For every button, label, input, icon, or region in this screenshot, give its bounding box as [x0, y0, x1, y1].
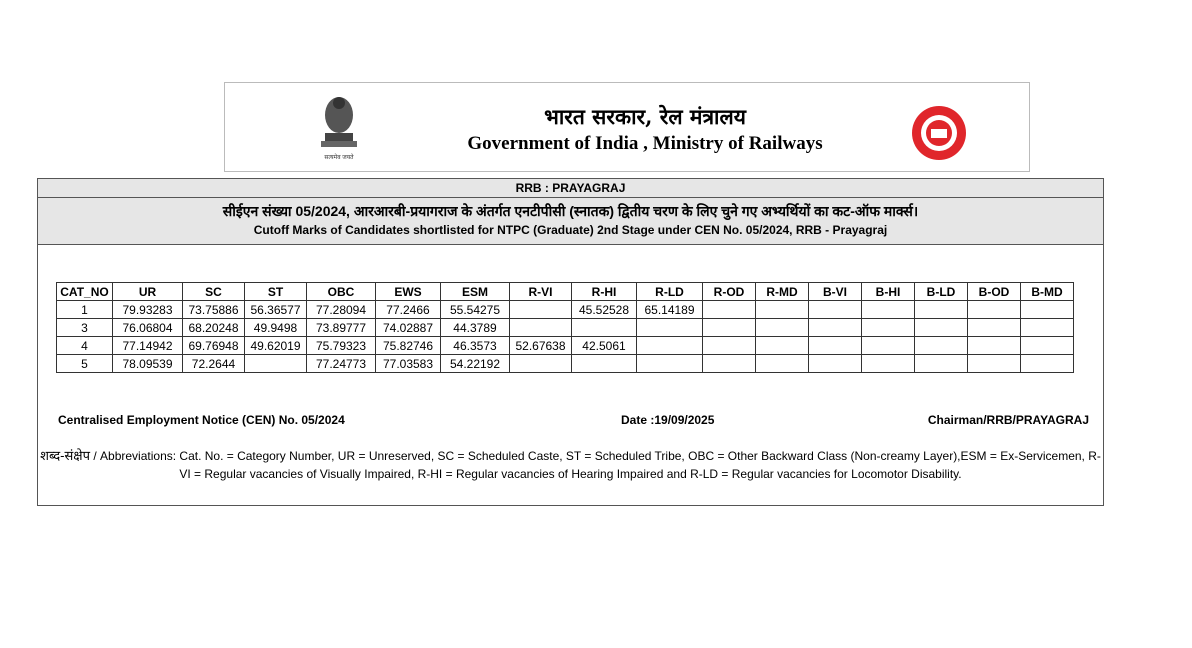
table-cell: 55.54275: [441, 301, 510, 319]
table-cell: [510, 319, 572, 337]
table-cell: [968, 319, 1021, 337]
table-cell: [1021, 301, 1074, 319]
table-cell: 45.52528: [572, 301, 637, 319]
table-cell: [756, 319, 809, 337]
column-header: R-HI: [572, 283, 637, 301]
table-cell: 78.09539: [113, 355, 183, 373]
table-cell: [915, 319, 968, 337]
abbreviations: [38, 447, 1103, 483]
table-cell: [809, 301, 862, 319]
column-header: B-LD: [915, 283, 968, 301]
column-header: R-LD: [637, 283, 703, 301]
table-cell: [915, 301, 968, 319]
column-header: ST: [245, 283, 307, 301]
column-header: UR: [113, 283, 183, 301]
table-cell: 76.06804: [113, 319, 183, 337]
table-cell: 77.28094: [307, 301, 376, 319]
table-cell: [968, 301, 1021, 319]
table-cell: [572, 355, 637, 373]
column-header: EWS: [376, 283, 441, 301]
table-header-row: [57, 283, 1074, 301]
table-cell: [703, 301, 756, 319]
column-header: B-HI: [862, 283, 915, 301]
table-cell: [862, 301, 915, 319]
table-cell: [510, 301, 572, 319]
svg-text:सत्यमेव जयते: सत्यमेव जयते: [324, 155, 354, 161]
table-cell: 77.2466: [376, 301, 441, 319]
table-cell: [968, 355, 1021, 373]
table-cell: [703, 355, 756, 373]
table-cell: 79.93283: [113, 301, 183, 319]
subtitle-english: Cutoff Marks of Candidates shortlisted for NTPC (Graduate) 2nd Stage under CEN No. 05/2024, RRB - Prayagraj: [253, 223, 888, 237]
table-cell: [637, 337, 703, 355]
cen-number: Centralised Employment Notice (CEN) No. 05/2024: [58, 413, 345, 427]
column-header: SC: [183, 283, 245, 301]
table-cell: 42.5061: [572, 337, 637, 355]
column-header: OBC: [307, 283, 376, 301]
indian-railways-logo-icon: [911, 105, 967, 161]
table-cell: 4: [57, 337, 113, 355]
table-cell: [862, 355, 915, 373]
table-cell: [756, 355, 809, 373]
table-cell: [510, 355, 572, 373]
table-cell: [809, 337, 862, 355]
title-english: Government of India , Ministry of Railways: [467, 133, 823, 154]
table-row: [57, 301, 1074, 319]
table-cell: 68.20248: [183, 319, 245, 337]
column-header: R-VI: [510, 283, 572, 301]
table-cell: 56.36577: [245, 301, 307, 319]
table-cell: [915, 337, 968, 355]
table-row: [57, 337, 1074, 355]
table-cell: 73.89777: [307, 319, 376, 337]
table-cell: [637, 319, 703, 337]
table-cell: 44.3789: [441, 319, 510, 337]
table-cell: [245, 355, 307, 373]
table-cell: 5: [57, 355, 113, 373]
letterhead: [224, 82, 1030, 172]
table-row: [57, 355, 1074, 373]
table-cell: [756, 337, 809, 355]
table-cell: 46.3573: [441, 337, 510, 355]
table-cell: [703, 319, 756, 337]
table-cell: [703, 337, 756, 355]
board-name: RRB : PRAYAGRAJ: [38, 179, 1103, 198]
table-cell: 69.76948: [183, 337, 245, 355]
cutoff-table: [56, 282, 1074, 373]
table-cell: [862, 319, 915, 337]
column-header: CAT_NO: [57, 283, 113, 301]
table-cell: 73.75886: [183, 301, 245, 319]
table-cell: [1021, 337, 1074, 355]
table-cell: 77.14942: [113, 337, 183, 355]
abbreviations-label: शब्द-संक्षेप: [40, 448, 91, 463]
table-cell: 52.67638: [510, 337, 572, 355]
table-cell: [968, 337, 1021, 355]
table-cell: 72.2644: [183, 355, 245, 373]
table-cell: [637, 355, 703, 373]
table-cell: [572, 319, 637, 337]
table-cell: [862, 337, 915, 355]
table-cell: 75.82746: [376, 337, 441, 355]
table-cell: 77.24773: [307, 355, 376, 373]
table-cell: 49.62019: [245, 337, 307, 355]
column-header: B-OD: [968, 283, 1021, 301]
table-cell: 49.9498: [245, 319, 307, 337]
table-cell: [1021, 319, 1074, 337]
column-header: ESM: [441, 283, 510, 301]
table-cell: 3: [57, 319, 113, 337]
table-cell: [915, 355, 968, 373]
abbreviations-text: / Abbreviations: Cat. No. = Category Number, UR = Unreserved, SC = Scheduled Caste, ST = Scheduled Tribe, OBC = Other Backward Class (Non-creamy Layer),ESM = Ex-Servicemen, R-VI = Regular vacancies of Visually Impaired, R-HI = Regular vacancies of Hearing Impaired and R-LD = Regular vacancies for Locomotor Disability.: [93, 449, 1101, 481]
notice-date: Date :19/09/2025: [621, 413, 715, 427]
table-cell: 1: [57, 301, 113, 319]
table-cell: 77.03583: [376, 355, 441, 373]
table-cell: 54.22192: [441, 355, 510, 373]
signatory: Chairman/RRB/PRAYAGRAJ: [927, 413, 1089, 427]
table-cell: [1021, 355, 1074, 373]
column-header: R-OD: [703, 283, 756, 301]
cutoff-notice: [37, 178, 1104, 506]
table-cell: 75.79323: [307, 337, 376, 355]
column-header: B-MD: [1021, 283, 1074, 301]
table-row: [57, 319, 1074, 337]
column-header: R-MD: [756, 283, 809, 301]
table-cell: [809, 355, 862, 373]
table-cell: [809, 319, 862, 337]
national-emblem-icon: [317, 93, 361, 163]
subtitle-hindi: सीईएन संख्या 05/2024, आरआरबी-प्रयागराज के अंतर्गत एनटीपीसी (स्नातक) द्वितीय चरण के लिए चुने गए अभ्यर्थियों का कट-ऑफ मार्क्स।: [222, 203, 919, 219]
column-header: B-VI: [809, 283, 862, 301]
title-hindi: भारत सरकार, रेल मंत्रालय: [544, 104, 746, 129]
table-cell: [756, 301, 809, 319]
table-cell: 74.02887: [376, 319, 441, 337]
table-cell: 65.14189: [637, 301, 703, 319]
